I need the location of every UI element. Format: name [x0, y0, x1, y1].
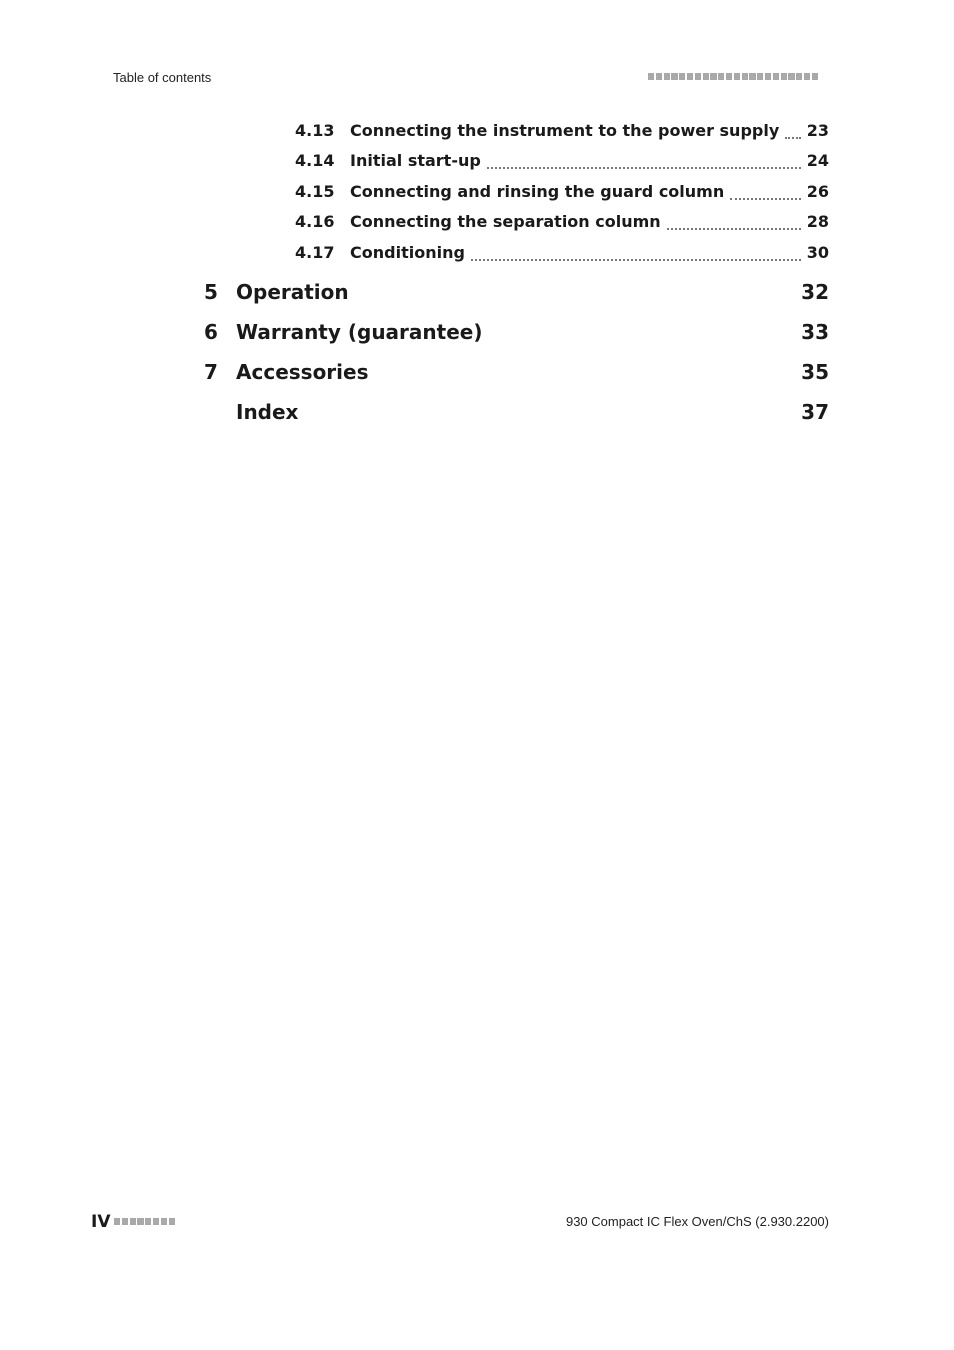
dot-leader [487, 166, 801, 169]
toc-entry-4-17[interactable] [295, 243, 829, 267]
toc-entry-title: Initial start-up [350, 151, 481, 170]
toc-chapter-page: 32 [801, 280, 829, 304]
toc-chapter-5[interactable] [204, 280, 829, 308]
toc-entry-4-16[interactable] [295, 212, 829, 236]
toc-entry-4-13[interactable] [295, 121, 829, 145]
toc-chapter-page: 33 [801, 320, 829, 344]
toc-chapter-number: 6 [204, 320, 218, 344]
toc-chapter-title: Index [236, 400, 299, 424]
toc-chapter-title: Accessories [236, 360, 369, 384]
toc-entry-number: 4.15 [295, 182, 335, 201]
dot-leader [785, 136, 800, 139]
toc-chapter-7[interactable] [204, 360, 829, 388]
dot-leader [471, 258, 801, 261]
toc-chapter-number: 5 [204, 280, 218, 304]
toc-entry-4-14[interactable] [295, 151, 829, 175]
toc-entry-page: 26 [806, 182, 829, 201]
toc-entry-title: Connecting the instrument to the power supply [350, 121, 780, 140]
toc-entry-title: Connecting and rinsing the guard column [350, 182, 725, 201]
toc-chapter-page: 37 [801, 400, 829, 424]
toc-chapter-title: Warranty (guarantee) [236, 320, 483, 344]
document-title: 930 Compact IC Flex Oven/ChS (2.930.2200) [565, 1214, 829, 1229]
toc-entry-page: 24 [806, 151, 829, 170]
running-header-title: Table of contents [113, 70, 212, 85]
toc-chapter-number: 7 [204, 360, 218, 384]
toc-entry-page: 23 [806, 121, 829, 140]
dot-leader [730, 197, 801, 200]
toc-entry-number: 4.13 [295, 121, 335, 140]
toc-entry-number: 4.16 [295, 212, 335, 231]
toc-chapter-page: 35 [801, 360, 829, 384]
toc-entry-4-15[interactable] [295, 182, 829, 206]
toc-entry-number: 4.17 [295, 243, 335, 262]
toc-entry-page: 30 [806, 243, 829, 262]
toc-entry-title: Connecting the separation column [350, 212, 661, 231]
dot-leader [667, 227, 801, 230]
toc-chapter-6[interactable] [204, 320, 829, 348]
toc-entry-page: 28 [806, 212, 829, 231]
toc-entry-number: 4.14 [295, 151, 335, 170]
footer-decoration [114, 1218, 182, 1225]
header-decoration [648, 73, 829, 80]
toc-chapter-title: Operation [236, 280, 349, 304]
page-number: IV [91, 1212, 111, 1232]
toc-entry-title: Conditioning [350, 243, 465, 262]
toc-chapter-index[interactable] [204, 400, 829, 428]
